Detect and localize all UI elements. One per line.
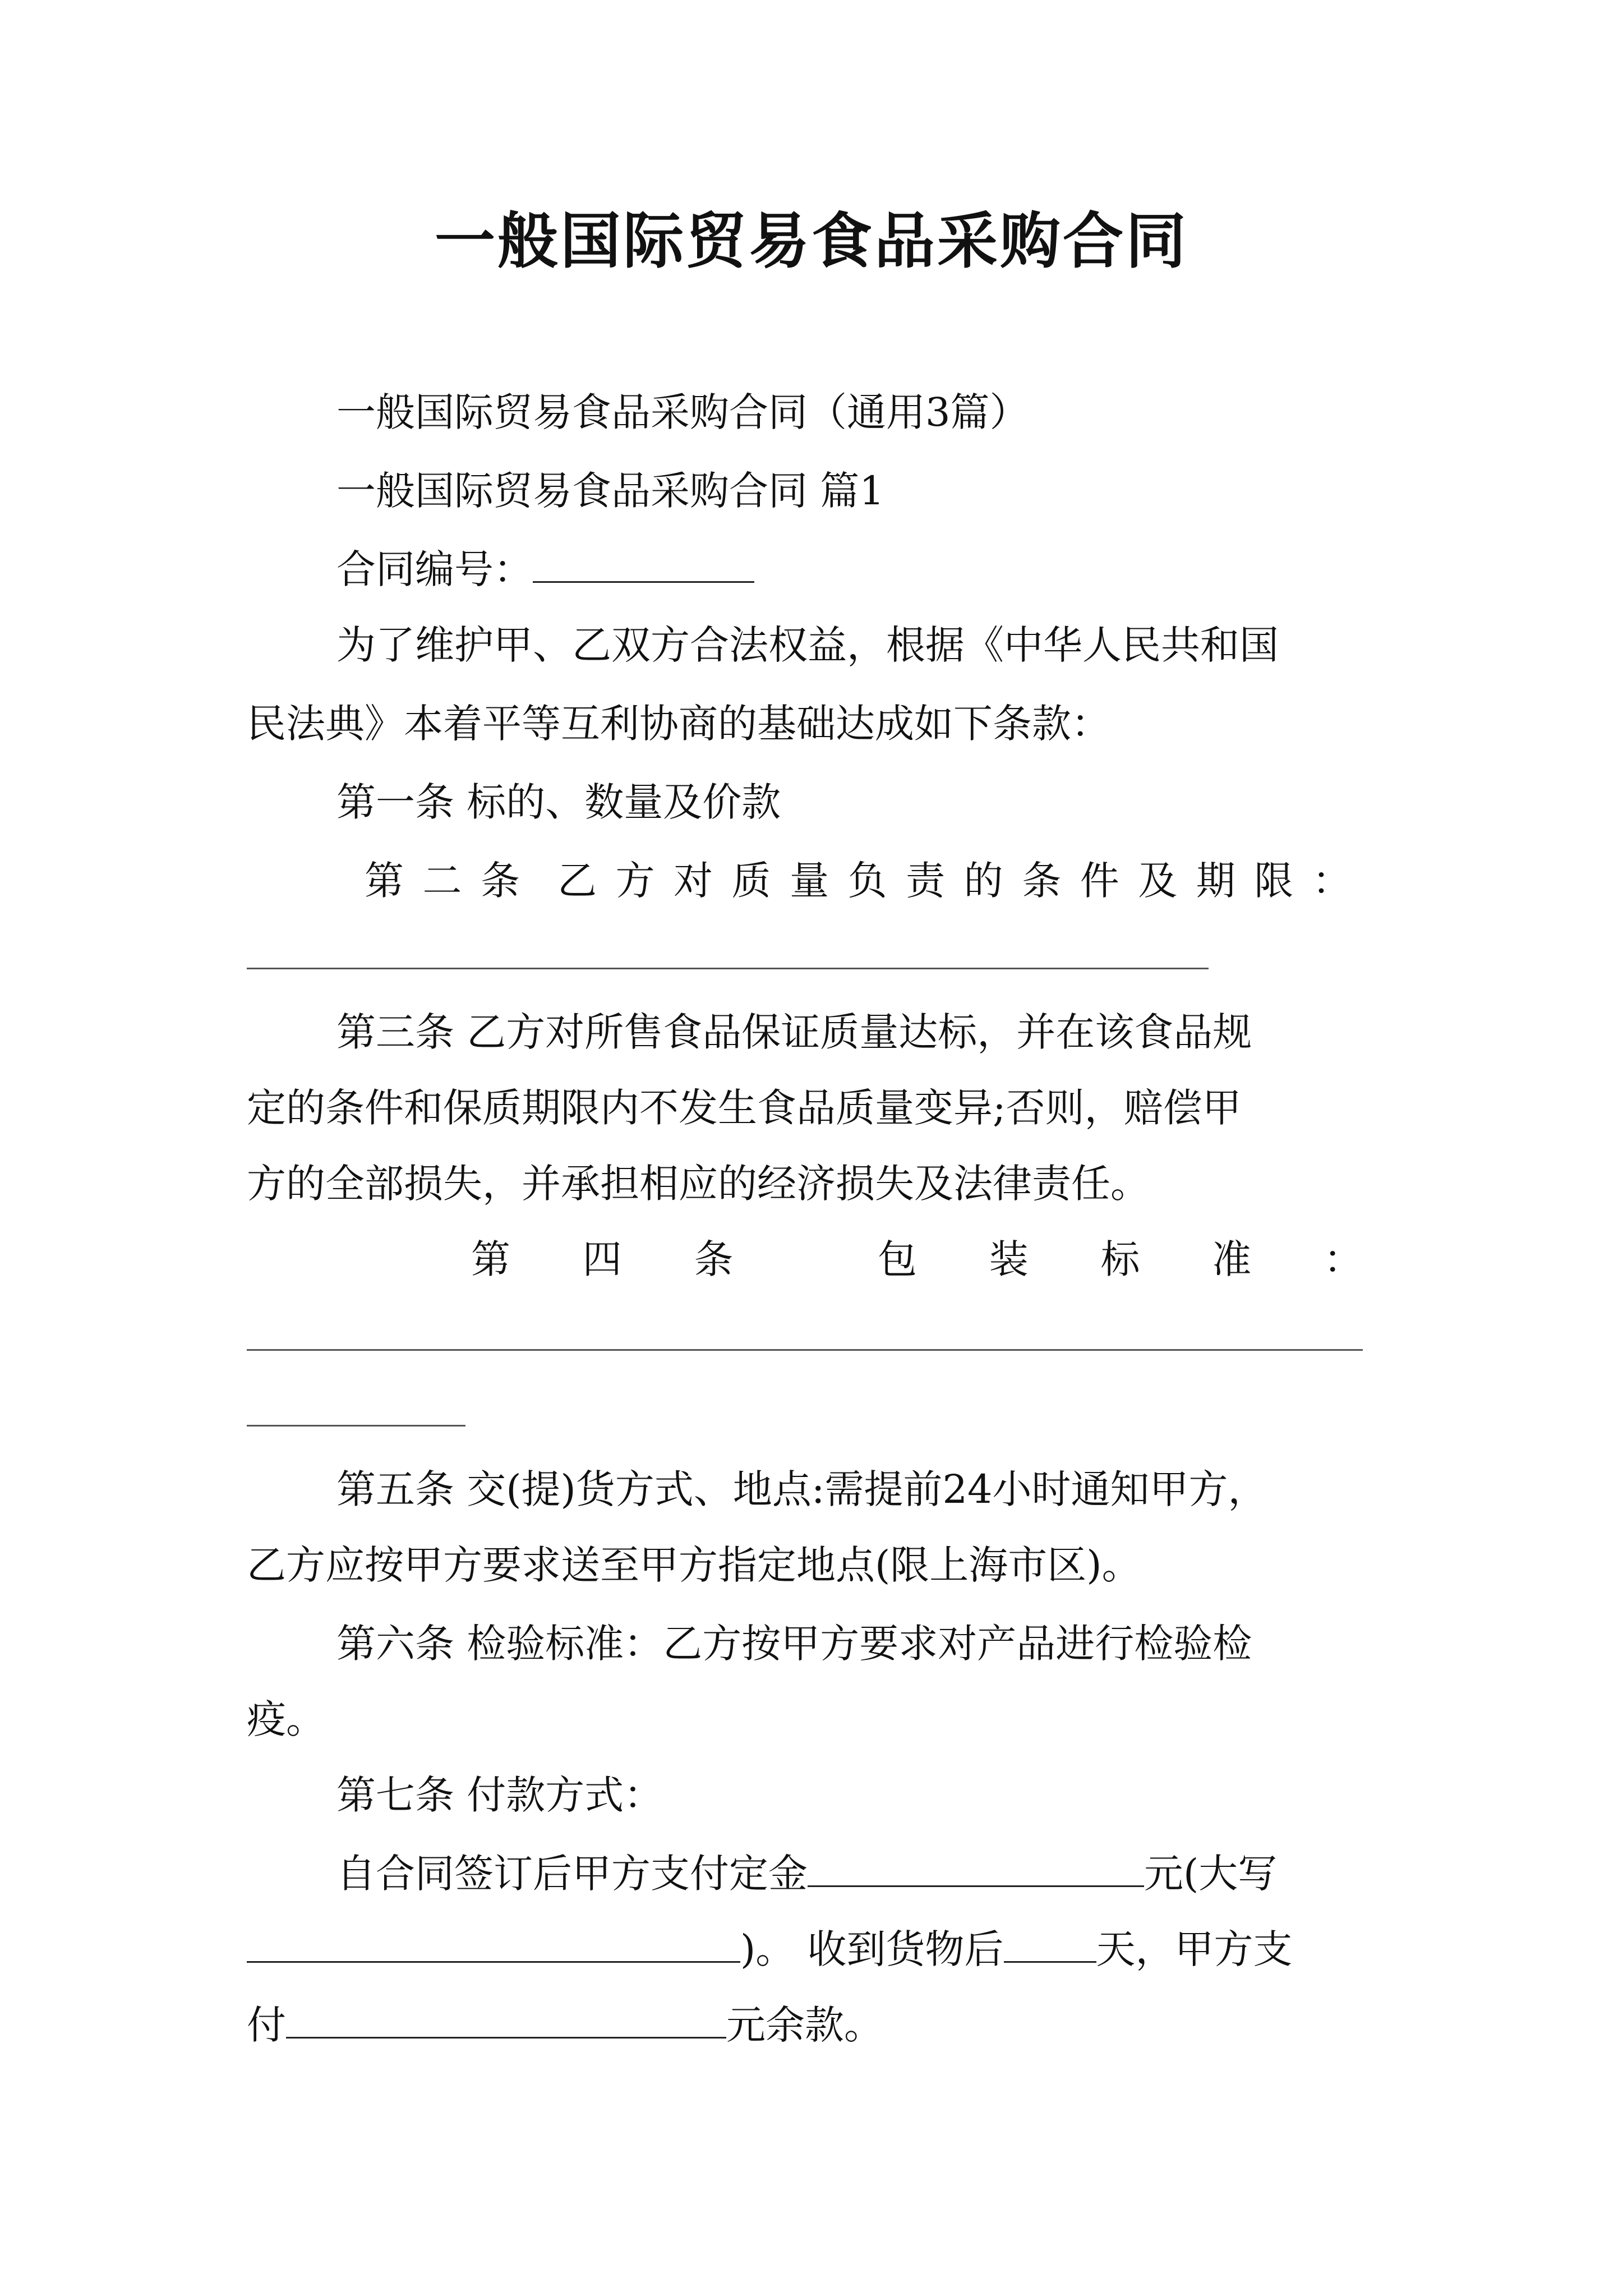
article-2-char: 期 [1196, 858, 1235, 904]
article-4 [471, 1231, 1363, 1287]
payment-line-3 [247, 1997, 883, 2053]
payment-line-2 [247, 1921, 1293, 1977]
article-4-char: 标 [1100, 1236, 1140, 1282]
article-2-char: 质 [731, 858, 771, 904]
article-4-char: 准 [1212, 1236, 1252, 1282]
receipt-text: )。 收到货物后 [740, 1926, 1004, 1972]
article-2-char: 限 [1254, 858, 1294, 904]
article-2-char: 的 [963, 858, 1003, 904]
part-heading: 一般国际贸易食品采购合同 篇1 [336, 468, 884, 514]
days-text: 天，甲方支 [1096, 1926, 1293, 1972]
article-2-char: 第 [365, 858, 404, 904]
deposit-unit-text: 元(大写 [1144, 1851, 1278, 1897]
contract-number-line [336, 541, 754, 597]
payment-line-1 [336, 1846, 1277, 1902]
article-4-char: 条 [694, 1236, 734, 1282]
article-3-line-3: 方的全部损失，并承担相应的经济损失及法律责任。 [247, 1161, 1150, 1207]
document-title: 一般国际贸易食品采购合同 [434, 206, 1188, 277]
article-1: 第一条 标的、数量及价款 [336, 779, 781, 825]
article-6-line-1: 第六条 检验标准：乙方按甲方要求对产品进行检验检 [336, 1621, 1252, 1667]
preamble-line-1: 为了维护甲、乙双方合法权益，根据《中华人民共和国 [336, 622, 1279, 668]
article-3-line-2: 定的条件和保质期限内不发生食品质量变异;否则，赔偿甲 [247, 1085, 1242, 1131]
article-2-char: 二 [422, 858, 462, 904]
article-4-char: 包 [878, 1236, 917, 1282]
preamble-line-2: 民法典》本着平等互利协商的基础达成如下条款： [247, 701, 1110, 747]
article-4-char: 装 [989, 1236, 1029, 1282]
days-blank [1004, 1922, 1096, 1963]
subtitle: 一般国际贸易食品采购合同（通用3篇） [336, 389, 1029, 435]
article-4-fill-line-1 [247, 1349, 1363, 1351]
article-2 [365, 853, 1352, 909]
article-2-char: 方 [615, 858, 655, 904]
pay-text: 付 [247, 2002, 286, 2048]
article-2-char: 负 [847, 858, 887, 904]
article-2-char: 条 [481, 858, 520, 904]
deposit-amount-blank [808, 1846, 1144, 1887]
article-4-char: 四 [582, 1236, 622, 1282]
article-2-char: ： [1312, 858, 1352, 904]
article-2-char: 量 [790, 858, 829, 904]
article-2-char: 责 [906, 858, 946, 904]
article-2-char: 件 [1080, 858, 1119, 904]
article-2-char: 条 [1022, 858, 1062, 904]
article-7: 第七条 付款方式： [336, 1772, 663, 1818]
article-2-char: 乙 [557, 858, 597, 904]
article-2-char: 及 [1138, 858, 1178, 904]
contract-number-label: 合同编号： [336, 546, 533, 592]
article-2-fill-line [247, 968, 1209, 969]
article-5-line-1: 第五条 交(提)货方式、地点:需提前24小时通知甲方， [336, 1466, 1267, 1512]
deposit-text: 自合同签订后甲方支付定金 [336, 1851, 808, 1897]
contract-number-blank [533, 542, 754, 583]
article-6-line-2: 疫。 [247, 1696, 325, 1742]
article-2-char: 对 [674, 858, 713, 904]
balance-amount-blank [286, 1998, 726, 2039]
article-3-line-1: 第三条 乙方对所售食品保证质量达标，并在该食品规 [336, 1009, 1252, 1055]
article-4-char: 第 [471, 1236, 510, 1282]
article-5-line-2: 乙方应按甲方要求送至甲方指定地点(限上海市区)。 [247, 1542, 1141, 1588]
article-4-fill-line-2 [247, 1425, 465, 1427]
article-4-char: ： [1324, 1236, 1363, 1282]
amount-in-words-blank [247, 1922, 740, 1963]
balance-text: 元余款。 [726, 2002, 883, 2048]
